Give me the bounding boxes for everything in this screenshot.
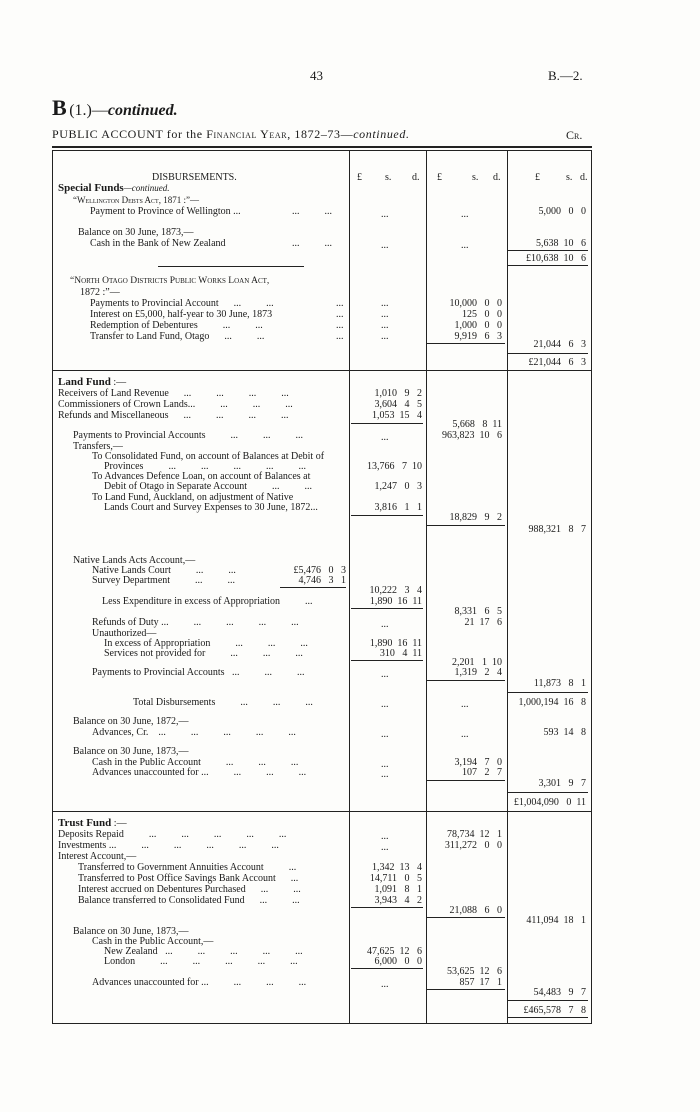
otago-item-c2: 125 0 0 — [462, 309, 502, 320]
unauthorized-c2: 2,201 1 10 — [452, 657, 502, 668]
interest-row-c1: 3,943 4 2 — [374, 895, 422, 906]
transfer1-a: To Consolidated Fund, on account of Balances at Debit of — [92, 451, 325, 462]
interest-c2: 21,088 6 0 — [449, 905, 502, 916]
interest-row-c1: 1,342 13 4 — [372, 862, 422, 873]
trust-total: £465,578 7 8 — [523, 1005, 586, 1016]
cash-bank-nz: Cash in the Bank of New Zealand — [90, 238, 226, 249]
rule — [427, 780, 505, 781]
c1-d-head: d. — [412, 172, 420, 183]
wellington-act: “Wellington Debts Act, 1871 :”— — [73, 195, 199, 205]
trust-cash-c2: 53,625 12 6 — [447, 966, 502, 977]
survey-department-amt: 4,746 3 1 — [298, 575, 346, 586]
dots: ... — [461, 729, 469, 740]
dots: ... — [381, 209, 389, 220]
rule — [280, 587, 346, 588]
c3-s-head: s. — [566, 172, 573, 183]
table-top-rule-2 — [52, 150, 592, 151]
otago-item-c2: 10,000 0 0 — [449, 298, 502, 309]
not-provided-c1: 310 4 11 — [379, 648, 422, 659]
less-excess: Less Expenditure in excess of Appropriation ... — [102, 596, 313, 607]
total-disbursements: Total Disbursements ... ... ... — [133, 697, 313, 708]
trust-fund-heading: Trust Fund :— — [58, 817, 127, 829]
trust-balance-c3: 54,483 9 7 — [533, 987, 586, 998]
pay-wellington-dots: ... ... — [292, 206, 332, 217]
c3-d-head: d. — [580, 172, 588, 183]
advances-cr: Advances, Cr. ... ... ... ... ... — [92, 727, 296, 738]
rule — [351, 608, 423, 609]
rule — [508, 692, 588, 693]
table-top-rule — [52, 146, 592, 148]
transfer1-b: Provinces ... ... ... ... ... — [104, 461, 306, 472]
deposits-repaid-c2: 78,734 12 1 — [447, 829, 502, 840]
misc-c3: 11,873 8 1 — [533, 678, 586, 689]
dots: ... — [381, 979, 389, 990]
rule — [508, 792, 588, 793]
col2-rule — [426, 150, 427, 1024]
otago-c3: 21,044 6 3 — [533, 339, 586, 350]
land-row-label: Commissioners of Crown Lands... ... ... ... — [58, 399, 293, 410]
otago-item-label: Redemption of Debentures ... ... — [90, 320, 263, 331]
dots: ... — [461, 209, 469, 220]
survey-department: Survey Department ... ... — [92, 575, 236, 586]
rule — [508, 353, 588, 354]
rule — [351, 660, 423, 661]
balance-1873: Balance on 30 June, 1873,— — [78, 227, 194, 238]
less-excess-c1: 1,890 16 11 — [369, 596, 422, 607]
pay-wellington-c3: 5,000 0 0 — [538, 206, 586, 217]
land-c3: 988,321 8 7 — [528, 524, 586, 535]
cash-bank-nz-c3: 5,638 10 6 — [536, 238, 586, 249]
rule — [351, 515, 423, 516]
native-c1: 10,222 3 4 — [369, 585, 422, 596]
section-heading: B (1.)—continued. — [52, 95, 178, 120]
otago-item-label: Transfer to Land Fund, Otago ... ... — [90, 331, 265, 342]
dots: ... — [381, 842, 389, 853]
dots: ... — [336, 298, 344, 309]
section-divider-2 — [52, 811, 592, 812]
c1-pound-head: £ — [357, 172, 362, 183]
rule — [508, 1000, 588, 1001]
rule — [427, 989, 505, 990]
trust-cash-public: Cash in the Public Account,— — [92, 936, 214, 947]
c1-s-head: s. — [385, 172, 392, 183]
section-divider-1 — [52, 370, 592, 371]
special-funds-heading: Special Funds—continued. — [58, 182, 170, 194]
london: London ... ... ... ... ... — [104, 956, 298, 967]
dots: ... — [381, 619, 389, 630]
dots: ... — [336, 320, 344, 331]
refunds-duty-c2: 21 17 6 — [464, 617, 502, 628]
c3-pound-head: £ — [535, 172, 540, 183]
land-grand-total: £1,004,090 0 11 — [513, 797, 586, 808]
short-rule — [158, 266, 304, 267]
page-number: 43 — [310, 68, 323, 83]
native-lands-title: Native Lands Acts Account,— — [73, 555, 196, 566]
pay-wellington: Payment to Province of Wellington ... — [90, 206, 241, 217]
native-lands-court: Native Lands Court ... ... — [92, 565, 236, 576]
deposits-repaid: Deposits Repaid ... ... ... ... ... — [58, 829, 287, 840]
otago-total: £21,044 6 3 — [528, 357, 586, 368]
payments-provincial-2-c2: 1,319 2 4 — [454, 667, 502, 678]
transfers-label: Transfers,— — [73, 441, 123, 452]
dots: ... — [381, 298, 389, 309]
otago-act-line2: 1872 :”— — [80, 287, 120, 298]
dots: ... — [381, 331, 389, 342]
rule — [351, 968, 423, 969]
dots: ... — [381, 669, 389, 680]
interest-row-label: Transferred to Post Office Savings Bank Account ... — [78, 873, 299, 884]
land-fund-heading: Land Fund :— — [58, 376, 127, 388]
otago-item-label: Interest on £5,000, half-year to 30 June, 1873 — [90, 309, 273, 320]
refunds-duty: Refunds of Duty ... ... ... ... ... — [92, 617, 299, 628]
rule — [427, 680, 505, 681]
transfer2-c1: 1,247 0 3 — [374, 481, 422, 492]
trust-advances-unaccounted-c2: 857 17 1 — [459, 977, 502, 988]
transfer3-c1: 3,816 1 1 — [374, 502, 422, 513]
rule — [351, 423, 423, 424]
london-c1: 6,000 0 0 — [374, 956, 422, 967]
interest-account: Interest Account,— — [58, 851, 137, 862]
c2-d-head: d. — [493, 172, 501, 183]
c2-pound-head: £ — [437, 172, 442, 183]
dots: ... — [381, 729, 389, 740]
dots: ... — [381, 759, 389, 770]
interest-row-label: Balance transferred to Consolidated Fund ... ... — [78, 895, 300, 906]
dots: ... — [461, 240, 469, 251]
interest-row-c1: 14,711 0 5 — [369, 873, 422, 884]
balance-c3: 3,301 9 7 — [538, 778, 586, 789]
otago-item-c2: 1,000 0 0 — [454, 320, 502, 331]
cash-public-c2: 3,194 7 0 — [454, 757, 502, 768]
trust-advances-unaccounted: Advances unaccounted for ... ... ... ... — [92, 977, 307, 988]
transfer1-c1: 13,766 7 10 — [367, 461, 422, 472]
land-row-c1: 1,053 15 4 — [372, 410, 422, 421]
otago-item-c2: 9,919 6 3 — [454, 331, 502, 342]
cash-bank-nz-dots: ... ... — [292, 238, 332, 249]
account-title: PUBLIC ACCOUNT for the Financial Year, 1872–73—continued. — [52, 127, 410, 141]
credit-label: Cr. — [566, 128, 583, 142]
rule — [351, 907, 423, 908]
dots: ... — [381, 831, 389, 842]
land-row-label: Refunds and Miscellaneous ... ... ... ... — [58, 410, 289, 421]
advances-unaccounted: Advances unaccounted for ... ... ... ... — [92, 767, 307, 778]
dots: ... — [461, 699, 469, 710]
land-row-c1: 1,010 9 2 — [374, 388, 422, 399]
special-subtotal: £10,638 10 6 — [526, 253, 586, 264]
otago-act-line1: “North Otago Districts Public Works Loan Act, — [70, 276, 270, 286]
dots: ... — [381, 240, 389, 251]
investments: Investments ... ... ... ... ... ... — [58, 840, 279, 851]
table-bottom-rule — [52, 1023, 592, 1024]
transfer3-a: To Land Fund, Auckland, on adjustment of Native — [92, 492, 294, 503]
trust-c3: 411,094 18 1 — [526, 915, 586, 926]
dots: ... — [381, 309, 389, 320]
disbursements-heading: DISBURSEMENTS. — [152, 172, 237, 183]
land-row-label: Receivers of Land Revenue ... ... ... ... — [58, 388, 289, 399]
dots: ... — [381, 699, 389, 710]
dots: ... — [336, 331, 344, 342]
transfer2-b: Debit of Otago in Separate Account ... ... — [104, 481, 313, 492]
interest-row-c1: 1,091 8 1 — [374, 884, 422, 895]
dots: ... — [381, 432, 389, 443]
dots: ... — [381, 769, 389, 780]
new-zealand-c1: 47,625 12 6 — [367, 946, 422, 957]
payments-provincial-c2: 963,823 10 6 — [442, 430, 502, 441]
land-sub-c2: 5,668 8 11 — [452, 419, 502, 430]
transfer2-a: To Advances Defence Loan, on account of Balances at — [92, 471, 311, 482]
unauthorized: Unauthorized— — [92, 628, 157, 639]
land-row-c1: 3,604 4 5 — [374, 399, 422, 410]
new-zealand: New Zealand ... ... ... ... ... — [104, 946, 303, 957]
otago-item-label: Payments to Provincial Account ... ... — [90, 298, 274, 309]
table-left-rule — [52, 150, 53, 1024]
interest-row-label: Interest accrued on Debentures Purchased ... ... — [78, 884, 301, 895]
rule — [508, 265, 588, 266]
rule — [427, 525, 505, 526]
balance-1872: Balance on 30 June, 1872,— — [73, 716, 189, 727]
payments-provincial-2: Payments to Provincial Accounts ... ... ... — [92, 667, 305, 678]
col3-rule — [507, 150, 508, 1024]
excess-appropriation: In excess of Appropriation ... ... ... — [104, 638, 308, 649]
rule — [427, 917, 505, 918]
interest-row-label: Transferred to Government Annuities Account ... — [78, 862, 297, 873]
payments-provincial: Payments to Provincial Accounts ... ... ... — [73, 430, 303, 441]
cash-public: Cash in the Public Account ... ... ... — [92, 757, 299, 768]
transfers-c2: 18,829 9 2 — [449, 512, 502, 523]
transfer3-b: Lands Court and Survey Expenses to 30 June, 1872... — [104, 502, 318, 513]
c2-s-head: s. — [472, 172, 479, 183]
dots: ... — [381, 320, 389, 331]
rule — [508, 250, 588, 251]
trust-balance-1873: Balance on 30 June, 1873,— — [73, 926, 189, 937]
rule — [427, 343, 505, 344]
rule — [508, 1017, 588, 1018]
table-right-rule — [591, 150, 592, 1024]
excess-appropriation-c1: 1,890 16 11 — [369, 638, 422, 649]
total-disbursements-c3: 1,000,194 16 8 — [518, 697, 586, 708]
balance-1873-land: Balance on 30 June, 1873,— — [73, 746, 189, 757]
native-c2: 8,331 6 5 — [454, 606, 502, 617]
advances-cr-c3: 593 14 8 — [543, 727, 586, 738]
document-ref: B.—2. — [548, 68, 583, 83]
native-lands-court-amt: £5,476 0 3 — [293, 565, 346, 576]
dots: ... — [336, 309, 344, 320]
not-provided: Services not provided for ... ... ... — [104, 648, 303, 659]
investments-c2: 311,272 0 0 — [444, 840, 502, 851]
advances-unaccounted-c2: 107 2 7 — [462, 767, 502, 778]
